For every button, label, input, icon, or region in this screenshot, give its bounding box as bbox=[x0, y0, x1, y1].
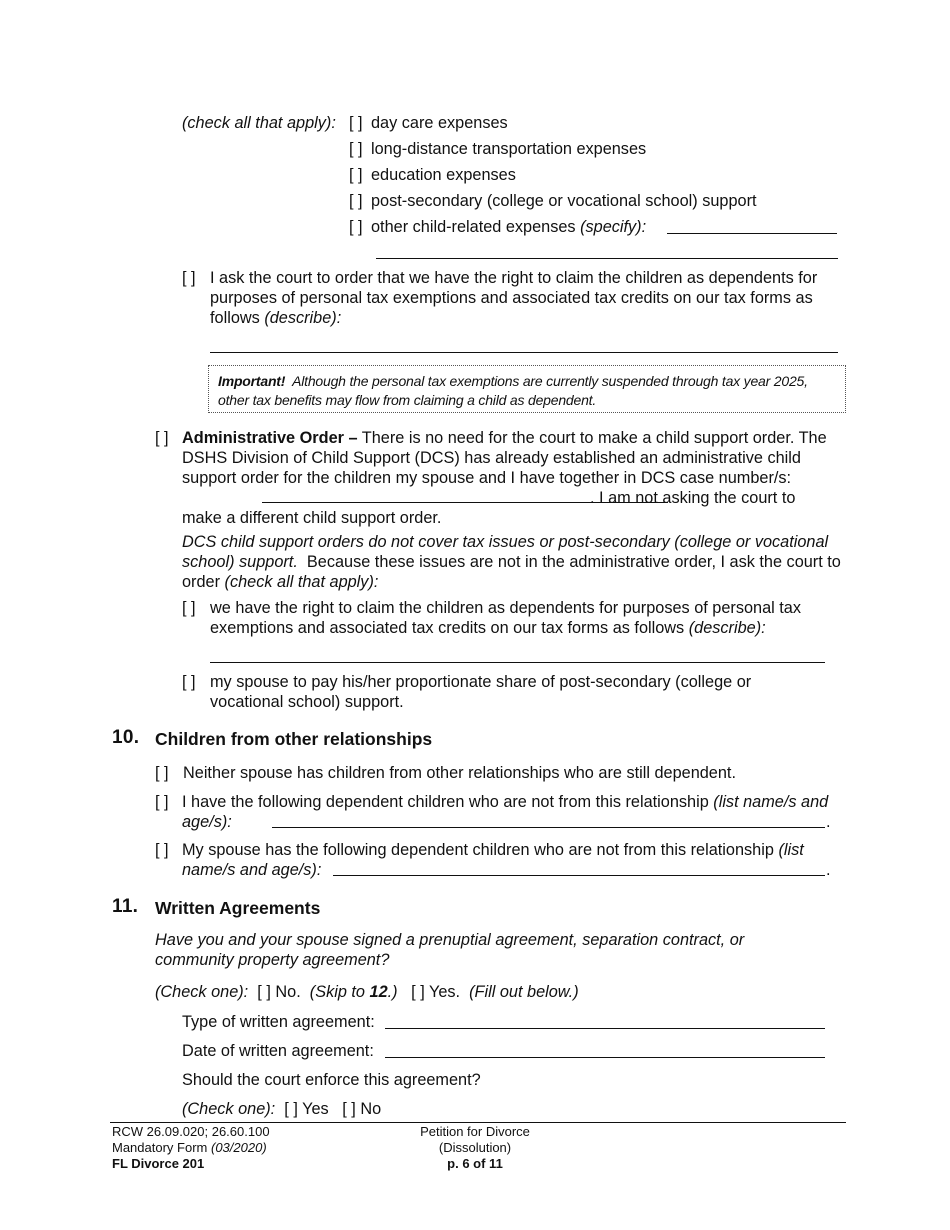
dcs-note: DCS child support orders do not cover tax issues or post-secondary (college or vocational school) support. Because these issues are not in the administrative order, I ask the court to order (check all that apply): bbox=[182, 533, 841, 591]
footer-rule bbox=[110, 1122, 846, 1123]
section-11-check-row: (Check one): [ ] No. (Skip to 12.) [ ] Yes. (Fill out below.) bbox=[155, 983, 579, 1001]
type-label: Type of written agreement: bbox=[182, 1013, 375, 1031]
other-expenses-field-line2[interactable] bbox=[376, 258, 838, 259]
footer-left: RCW 26.09.020; 26.60.100 Mandatory Form (03/2020) FL Divorce 201 bbox=[112, 1124, 270, 1171]
enforce-check-row: (Check one): [ ] Yes [ ] No bbox=[182, 1100, 382, 1118]
expenses-lead: (check all that apply): bbox=[182, 114, 336, 132]
section-10-opt2-field[interactable] bbox=[272, 827, 825, 828]
admin-opt2-text: my spouse to pay his/her proportionate share of post-secondary (college or vocational school) support. bbox=[210, 673, 752, 711]
section-10-title: Children from other relationships bbox=[155, 729, 433, 749]
admin-opt2-checkbox[interactable]: [ ] bbox=[182, 673, 196, 691]
section-11-title: Written Agreements bbox=[155, 898, 321, 918]
section-11-number: 11. bbox=[112, 896, 139, 917]
checkbox[interactable]: [ ] bbox=[349, 114, 363, 132]
checkbox[interactable]: [ ] bbox=[349, 218, 363, 236]
footer-center: Petition for Divorce (Dissolution) p. 6 of 11 bbox=[420, 1124, 530, 1171]
section-10-number: 10. bbox=[112, 727, 140, 748]
yes-option[interactable]: [ ] Yes. bbox=[411, 983, 461, 1001]
period: . bbox=[826, 813, 831, 831]
enforce-yes-option[interactable]: [ ] Yes bbox=[284, 1100, 329, 1118]
important-notice: Important! Although the personal tax exemptions are currently suspended through tax year 2025, other tax benefits may flow from claiming a child as dependent. bbox=[208, 365, 846, 413]
section-11-question: Have you and your spouse signed a prenuptial agreement, separation contract, or community property agreement? bbox=[155, 931, 745, 969]
checkbox[interactable]: [ ] bbox=[349, 192, 363, 210]
date-label: Date of written agreement: bbox=[182, 1042, 374, 1060]
admin-order-text: Administrative Order – There is no need for the court to make a child support order. The DSHS Division of Child Support (DCS) has already established an administrative child support order for the children my spouse and I have together in DCS case number/s:. I am not asking the court to make a different child support order. bbox=[182, 429, 827, 527]
checkbox[interactable]: [ ] bbox=[349, 140, 363, 158]
section-10-opt3-field[interactable] bbox=[333, 875, 825, 876]
section-10-opt1[interactable]: [ ] Neither spouse has children from other relationships who are still dependent. bbox=[155, 764, 736, 782]
section-10-opt2-checkbox[interactable]: [ ] bbox=[155, 793, 169, 811]
date-field[interactable] bbox=[385, 1057, 825, 1058]
expense-option-other[interactable]: [ ] other child-related expenses (specify): bbox=[349, 218, 647, 236]
section-10-opt3-text: My spouse has the following dependent children who are not from this relationship (list name/s and age/s): bbox=[182, 841, 804, 879]
expense-option-post-secondary[interactable]: [ ] post-secondary (college or vocational school) support bbox=[349, 192, 757, 210]
checkbox[interactable]: [ ] bbox=[155, 764, 169, 782]
admin-opt1-field[interactable] bbox=[210, 662, 825, 663]
admin-order-checkbox[interactable]: [ ] bbox=[155, 429, 169, 447]
no-option[interactable]: [ ] No. bbox=[257, 983, 301, 1001]
checkbox[interactable]: [ ] bbox=[349, 166, 363, 184]
admin-opt1-checkbox[interactable]: [ ] bbox=[182, 599, 196, 617]
tax-request-field[interactable] bbox=[210, 352, 838, 353]
tax-request-checkbox[interactable]: [ ] bbox=[182, 269, 196, 287]
enforce-question: Should the court enforce this agreement? bbox=[182, 1071, 481, 1089]
expense-option-education[interactable]: [ ] education expenses bbox=[349, 166, 516, 184]
expense-option-daycare[interactable]: [ ] day care expenses bbox=[349, 114, 508, 132]
type-field[interactable] bbox=[385, 1028, 825, 1029]
admin-opt1-text: we have the right to claim the children as dependents for purposes of personal tax exemptions and associated tax credits on our tax forms as follows (describe): bbox=[210, 599, 801, 637]
tax-request-text: I ask the court to order that we have the right to claim the children as dependents for purposes of personal tax exemptions and associated tax credits on our tax forms as follows (describe): bbox=[210, 269, 818, 327]
section-10-opt3-checkbox[interactable]: [ ] bbox=[155, 841, 169, 859]
dcs-case-number-field[interactable] bbox=[262, 502, 668, 503]
section-10-opt2-text: I have the following dependent children who are not from this relationship (list name/s and age/s): bbox=[182, 793, 829, 831]
other-expenses-field[interactable] bbox=[667, 233, 837, 234]
expense-option-transportation[interactable]: [ ] long-distance transportation expenses bbox=[349, 140, 647, 158]
period: . bbox=[826, 861, 831, 879]
enforce-no-option[interactable]: [ ] No bbox=[342, 1100, 382, 1118]
